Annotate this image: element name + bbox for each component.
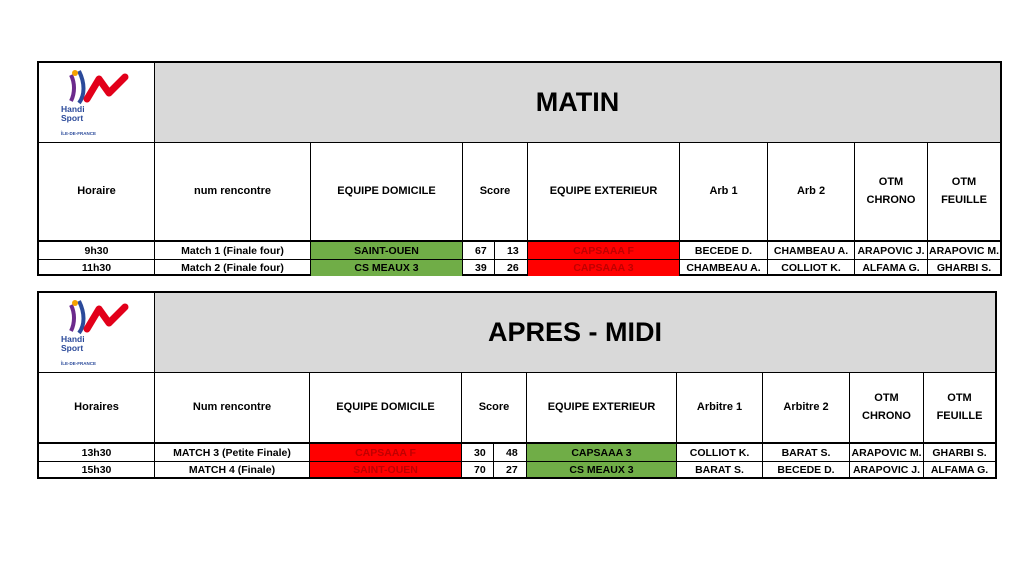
- cell-time: 11h30: [39, 259, 155, 276]
- logo-text-region: ÎLE-DE-FRANCE: [61, 361, 96, 366]
- cell-score-away: 27: [494, 461, 527, 477]
- table-row: [39, 461, 995, 477]
- cell-home-team: SAINT-OUEN: [311, 241, 463, 259]
- schedule-table-matin: [37, 61, 1002, 276]
- cell-away-team: CAPSAAA 3: [527, 443, 677, 461]
- col-header-score: Score: [463, 143, 528, 241]
- logo-text-region: ÎLE-DE-FRANCE: [61, 131, 96, 136]
- schedule-table-apres-midi: [37, 291, 997, 479]
- cell-otm-chrono: ARAPOVIC M.: [850, 443, 924, 461]
- cell-score-home: 70: [462, 461, 494, 477]
- cell-otm-chrono: ARAPOVIC J.: [855, 241, 928, 259]
- handisport-logo: [57, 69, 137, 141]
- cell-arb1: COLLIOT K.: [677, 443, 763, 461]
- col-header-otm-chrono: OTM CHRONO: [855, 143, 928, 241]
- col-header-horaire: Horaires: [39, 373, 155, 443]
- cell-away-team: CAPSAAA 3: [528, 259, 680, 276]
- logo-text-sport: Sport: [61, 113, 84, 123]
- table-row: [39, 259, 1000, 276]
- col-header-arb1: Arb 1: [680, 143, 768, 241]
- logo-text-handi: Handi: [61, 334, 85, 344]
- col-header-exterieur: EQUIPE EXTERIEUR: [527, 373, 677, 443]
- cell-otm-chrono: ALFAMA G.: [855, 259, 928, 276]
- col-header-otm-chrono: OTM CHRONO: [850, 373, 924, 443]
- cell-otm-feuille: ALFAMA G.: [924, 461, 995, 477]
- cell-time: 9h30: [39, 241, 155, 259]
- cell-match: Match 1 (Finale four): [155, 241, 311, 259]
- col-header-otm-feuille: OTM FEUILLE: [924, 373, 995, 443]
- header-row: [39, 143, 1000, 241]
- cell-otm-feuille: GHARBI S.: [928, 259, 1000, 276]
- col-header-exterieur: EQUIPE EXTERIEUR: [528, 143, 680, 241]
- table-row: [39, 241, 1000, 259]
- cell-score-home: 67: [463, 241, 495, 259]
- cell-home-team: SAINT-OUEN: [310, 461, 462, 477]
- cell-match: Match 2 (Finale four): [155, 259, 311, 276]
- cell-match: MATCH 4 (Finale): [155, 461, 310, 477]
- section-title-apres-midi: APRES - MIDI: [155, 293, 995, 373]
- cell-home-team: CAPSAAA F: [310, 443, 462, 461]
- cell-arb1: CHAMBEAU A.: [680, 259, 768, 276]
- col-header-rencontre: num rencontre: [155, 143, 311, 241]
- col-header-arb2: Arbitre 2: [763, 373, 850, 443]
- cell-arb1: BECEDE D.: [680, 241, 768, 259]
- cell-match: MATCH 3 (Petite Finale): [155, 443, 310, 461]
- logo-cell: [39, 63, 155, 143]
- cell-arb2: CHAMBEAU A.: [768, 241, 855, 259]
- table-row: [39, 443, 995, 461]
- cell-away-team: CAPSAAA F: [528, 241, 680, 259]
- cell-arb2: COLLIOT K.: [768, 259, 855, 276]
- cell-otm-chrono: ARAPOVIC J.: [850, 461, 924, 477]
- col-header-horaire: Horaire: [39, 143, 155, 241]
- col-header-domicile: EQUIPE DOMICILE: [311, 143, 463, 241]
- cell-home-team: CS MEAUX 3: [311, 259, 463, 276]
- cell-otm-feuille: GHARBI S.: [924, 443, 995, 461]
- cell-arb2: BECEDE D.: [763, 461, 850, 477]
- header-row: [39, 373, 995, 443]
- cell-time: 15h30: [39, 461, 155, 477]
- cell-arb2: BARAT S.: [763, 443, 850, 461]
- cell-time: 13h30: [39, 443, 155, 461]
- cell-otm-feuille: ARAPOVIC M.: [928, 241, 1000, 259]
- cell-score-away: 26: [495, 259, 528, 276]
- logo-cell: [39, 293, 155, 373]
- section-title-matin: MATIN: [155, 63, 1000, 143]
- col-header-domicile: EQUIPE DOMICILE: [310, 373, 462, 443]
- col-header-arb2: Arb 2: [768, 143, 855, 241]
- cell-score-home: 39: [463, 259, 495, 276]
- cell-away-team: CS MEAUX 3: [527, 461, 677, 477]
- cell-score-away: 13: [495, 241, 528, 259]
- cell-score-away: 48: [494, 443, 527, 461]
- cell-score-home: 30: [462, 443, 494, 461]
- col-header-score: Score: [462, 373, 527, 443]
- cell-arb1: BARAT S.: [677, 461, 763, 477]
- handisport-logo: [57, 299, 137, 371]
- col-header-arb1: Arbitre 1: [677, 373, 763, 443]
- logo-text-handi: Handi: [61, 104, 85, 114]
- col-header-rencontre: Num rencontre: [155, 373, 310, 443]
- col-header-otm-feuille: OTM FEUILLE: [928, 143, 1000, 241]
- logo-text-sport: Sport: [61, 343, 84, 353]
